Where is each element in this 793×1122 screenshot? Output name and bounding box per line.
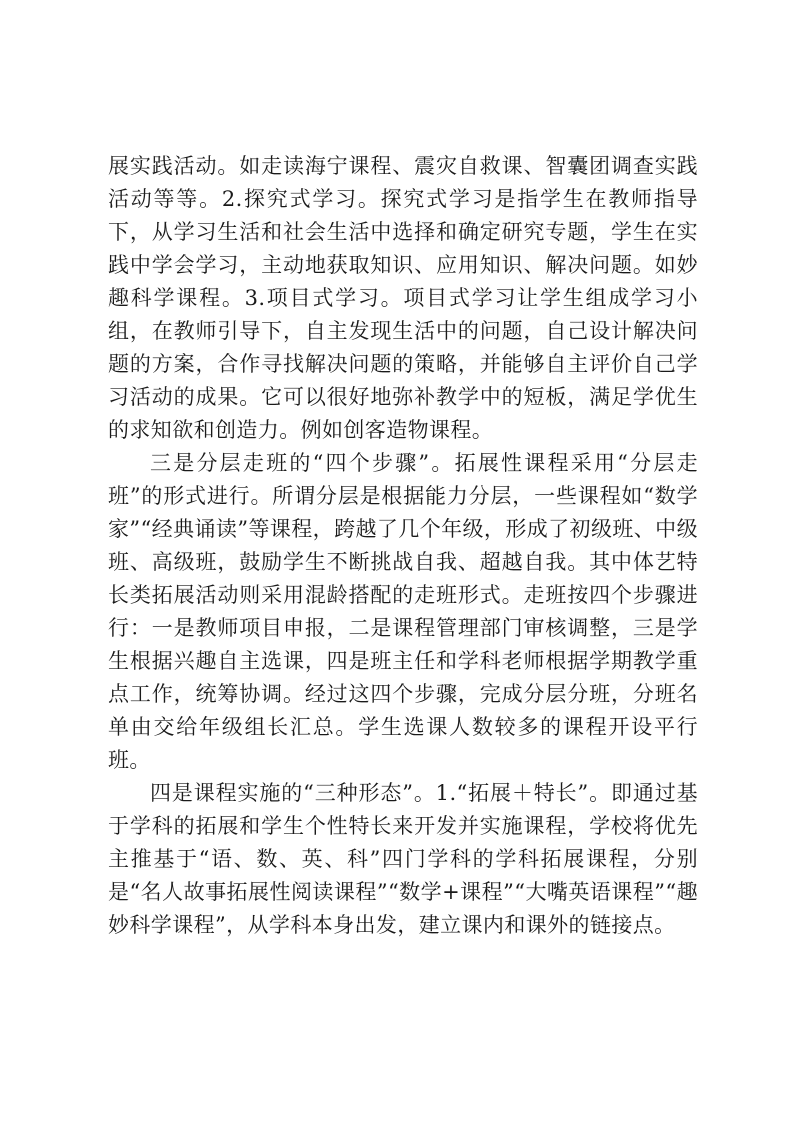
paragraph-3: 四是课程实施的“三种形态”。1.“拓展＋特长”。即通过基于学科的拓展和学生个性特长来开发并实施课程，学校将优先主推基于“语、数、英、科”四门学科的学科拓展课程，分别是“名人故事拓展性阅读课程”“数学+课程”“大嘴英语课程”“趣妙科学课程”，从学科本身出发，建立课内和课外的链接点。 — [108, 781, 698, 937]
paragraph-2: 三是分层走班的“四个步骤”。拓展性课程采用“分层走班”的形式进行。所谓分层是根据能力分层，一些课程如“数学家”“经典诵读”等课程，跨越了几个年级，形成了初级班、中级班、高级班，鼓励学生不断挑战自我、超越自我。其中体艺特长类拓展活动则采用混龄搭配的走班形式。走班按四个步骤进行：一是教师项目申报，二是课程管理部门审核调整，三是学生根据兴趣自主选课，四是班主任和学科老师根据学期教学重点工作，统筹协调。经过这四个步骤，完成分层分班，分班名单由交给年级组长汇总。学生选课人数较多的课程开设平行班。 — [108, 451, 698, 772]
paragraph-1: 展实践活动。如走读海宁课程、震灾自救课、智囊团调查实践活动等等。2.探究式学习。探究式学习是指学生在教师指导下，从学习生活和社会生活中选择和确定研究专题，学生在实践中学会学习，主动地获取知识、应用知识、解决问题。如妙趣科学课程。3.项目式学习。项目式学习让学生组成学习小组，在教师引导下，自主发现生活中的问题，自己设计解决问题的方案，合作寻找解决问题的策略，并能够自主评价自己学习活动的成果。它可以很好地弥补教学中的短板，满足学优生的求知欲和创造力。例如创客造物课程。 — [108, 154, 698, 442]
body-text — [108, 150, 698, 942]
